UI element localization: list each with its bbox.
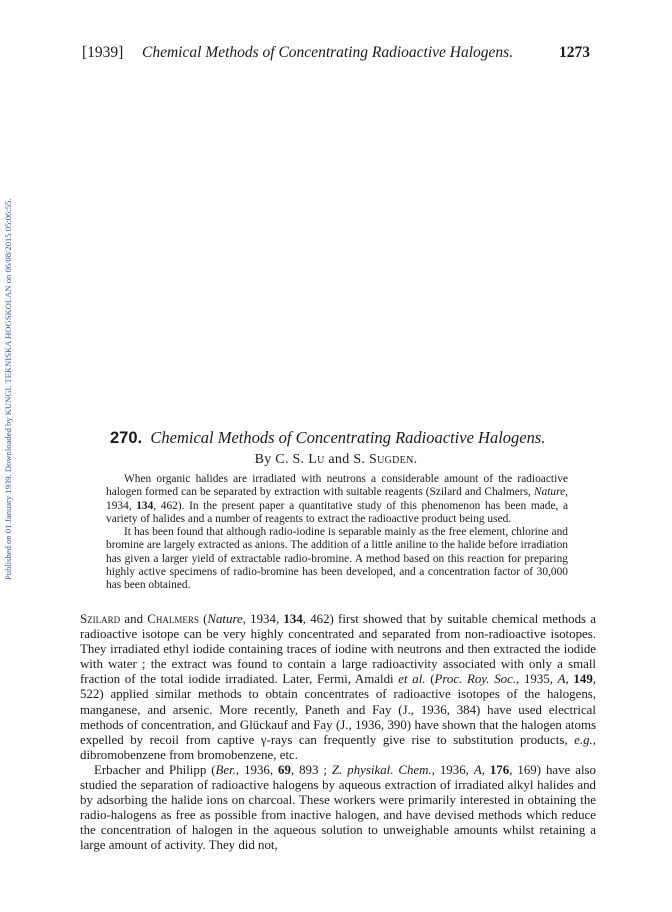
abstract-text: , 462). In the present paper a quantitative study of this phenomenon has been made, a variety of halides and a number of reagents to extract the radioactive product being used.	[106, 499, 568, 525]
abstract-text: , 1934,	[106, 486, 568, 512]
authors-end: .	[413, 452, 418, 467]
journal-name: Nature	[533, 486, 566, 499]
authors-by: By C. S.	[254, 452, 309, 467]
journal-name: Nature	[207, 612, 243, 626]
body-text-run: , 1936,	[431, 762, 474, 777]
series-letter: A	[557, 672, 566, 687]
abstract-paragraph-1	[106, 473, 568, 526]
body-text-run: , 462) first showed that by suitable chemical methods a radioactive isotope can be very highly concentrated and separated from non-radioactive isotopes. They irradiated ethyl iodide containing traces of iodine with neutrons and then extracted the iodide with water ; the extract was found to contain a large radioactivity associated with only a small fraction of the total iodide irradiated. Later, Fermi, Amaldi	[80, 612, 597, 687]
article-title-text: Chemical Methods of Concentrating Radioactive Halogens.	[150, 428, 546, 447]
journal-name: Proc. Roy. Soc.	[434, 672, 517, 687]
body-paragraph-2	[80, 763, 596, 854]
body-text-run: , 893 ;	[290, 762, 332, 777]
body-text-run: ,	[481, 762, 490, 777]
volume-number: 176	[489, 762, 510, 777]
author-lu: Lu	[308, 452, 325, 467]
abstract	[106, 473, 568, 593]
body-paragraph-1	[80, 612, 596, 763]
running-head	[82, 44, 590, 64]
body-text-run: (	[425, 672, 435, 687]
abstract-paragraph-2: It has been found that although radio-iodine is separable mainly as the free element, chlorine and bromine are largely extracted as anions. The addition of a little aniline to the halide before irradiation has given a larger yield of extractable radio-bromine. A method based on this reaction for preparing highly active specimens of radio-bromine has been developed, and a concentration factor of 30,000 has been obtained.	[106, 526, 568, 592]
author-sugden: Sugden	[369, 452, 414, 467]
body-text	[80, 612, 596, 854]
running-head-year: [1939]	[82, 44, 124, 61]
journal-name: Z. physikal. Chem.	[331, 762, 432, 777]
body-text-run: ,	[565, 672, 574, 687]
body-text-run: , 1935,	[516, 672, 558, 687]
body-text-run: Erbacher and Philipp (	[94, 762, 216, 777]
page-number: 1273	[559, 44, 590, 61]
name-szilard: Szilard	[80, 612, 121, 626]
volume-number: 134	[283, 612, 303, 626]
running-head-title: Chemical Methods of Concentrating Radioactive Halogens.	[142, 44, 514, 61]
body-text-run: , dibromobenzene from bromobenzene, etc.	[80, 732, 596, 762]
volume-number: 149	[573, 672, 593, 687]
name-chalmers: Chalmers	[147, 612, 199, 626]
volume-number: 134	[136, 499, 154, 512]
article-title	[110, 428, 545, 448]
authors	[0, 452, 672, 468]
body-text-run: , 1934,	[242, 612, 284, 626]
download-watermark: Published on 01 January 1939. Downloaded by KUNGL TEKNISKA HOGSKOLAN on 06/08/2015 05:06:55.	[3, 198, 13, 580]
journal-name: Ber.	[215, 762, 236, 777]
body-text-run: (	[198, 612, 208, 626]
body-text-run: , 522) applied similar methods to obtain concentrates of radioactive isotopes of the halogens, manganese, and arsenic. More recently, Paneth and Fay (J., 1936, 384) have used electrical methods of concentration, and Glückauf and Fay (J., 1936, 390) have shown that the halogen atoms expelled by recoil from captive γ-rays can frequently give rise to substitution products,	[80, 672, 596, 747]
series-letter: A	[473, 762, 482, 777]
authors-and: and S.	[324, 452, 370, 467]
volume-number: 69	[278, 762, 291, 777]
article-number: 270.	[110, 429, 143, 447]
et-al: et al.	[398, 672, 426, 687]
body-text-run: and	[120, 612, 148, 626]
body-text-run: , 169) have also studied the separation of radioactive halogens by aqueous extraction of irradiated alkyl halides and by adsorbing the halide ions on charcoal. These workers were primarily interested in obtaining the radio-halogens as free as possible from inactive halogen, and have devised methods which reduce the concentration of halogen in the aqueous solution to unweighable amounts whilst retaining a large amount of activity. They did not,	[80, 762, 596, 853]
abstract-text: When organic halides are irradiated with neutrons a considerable amount of the radioactive halogen formed can be separated by extraction with suitable reagents (Szilard and Chalmers,	[106, 473, 568, 499]
abbreviation: e.g.	[574, 732, 593, 747]
body-text-run: , 1936,	[235, 762, 279, 777]
